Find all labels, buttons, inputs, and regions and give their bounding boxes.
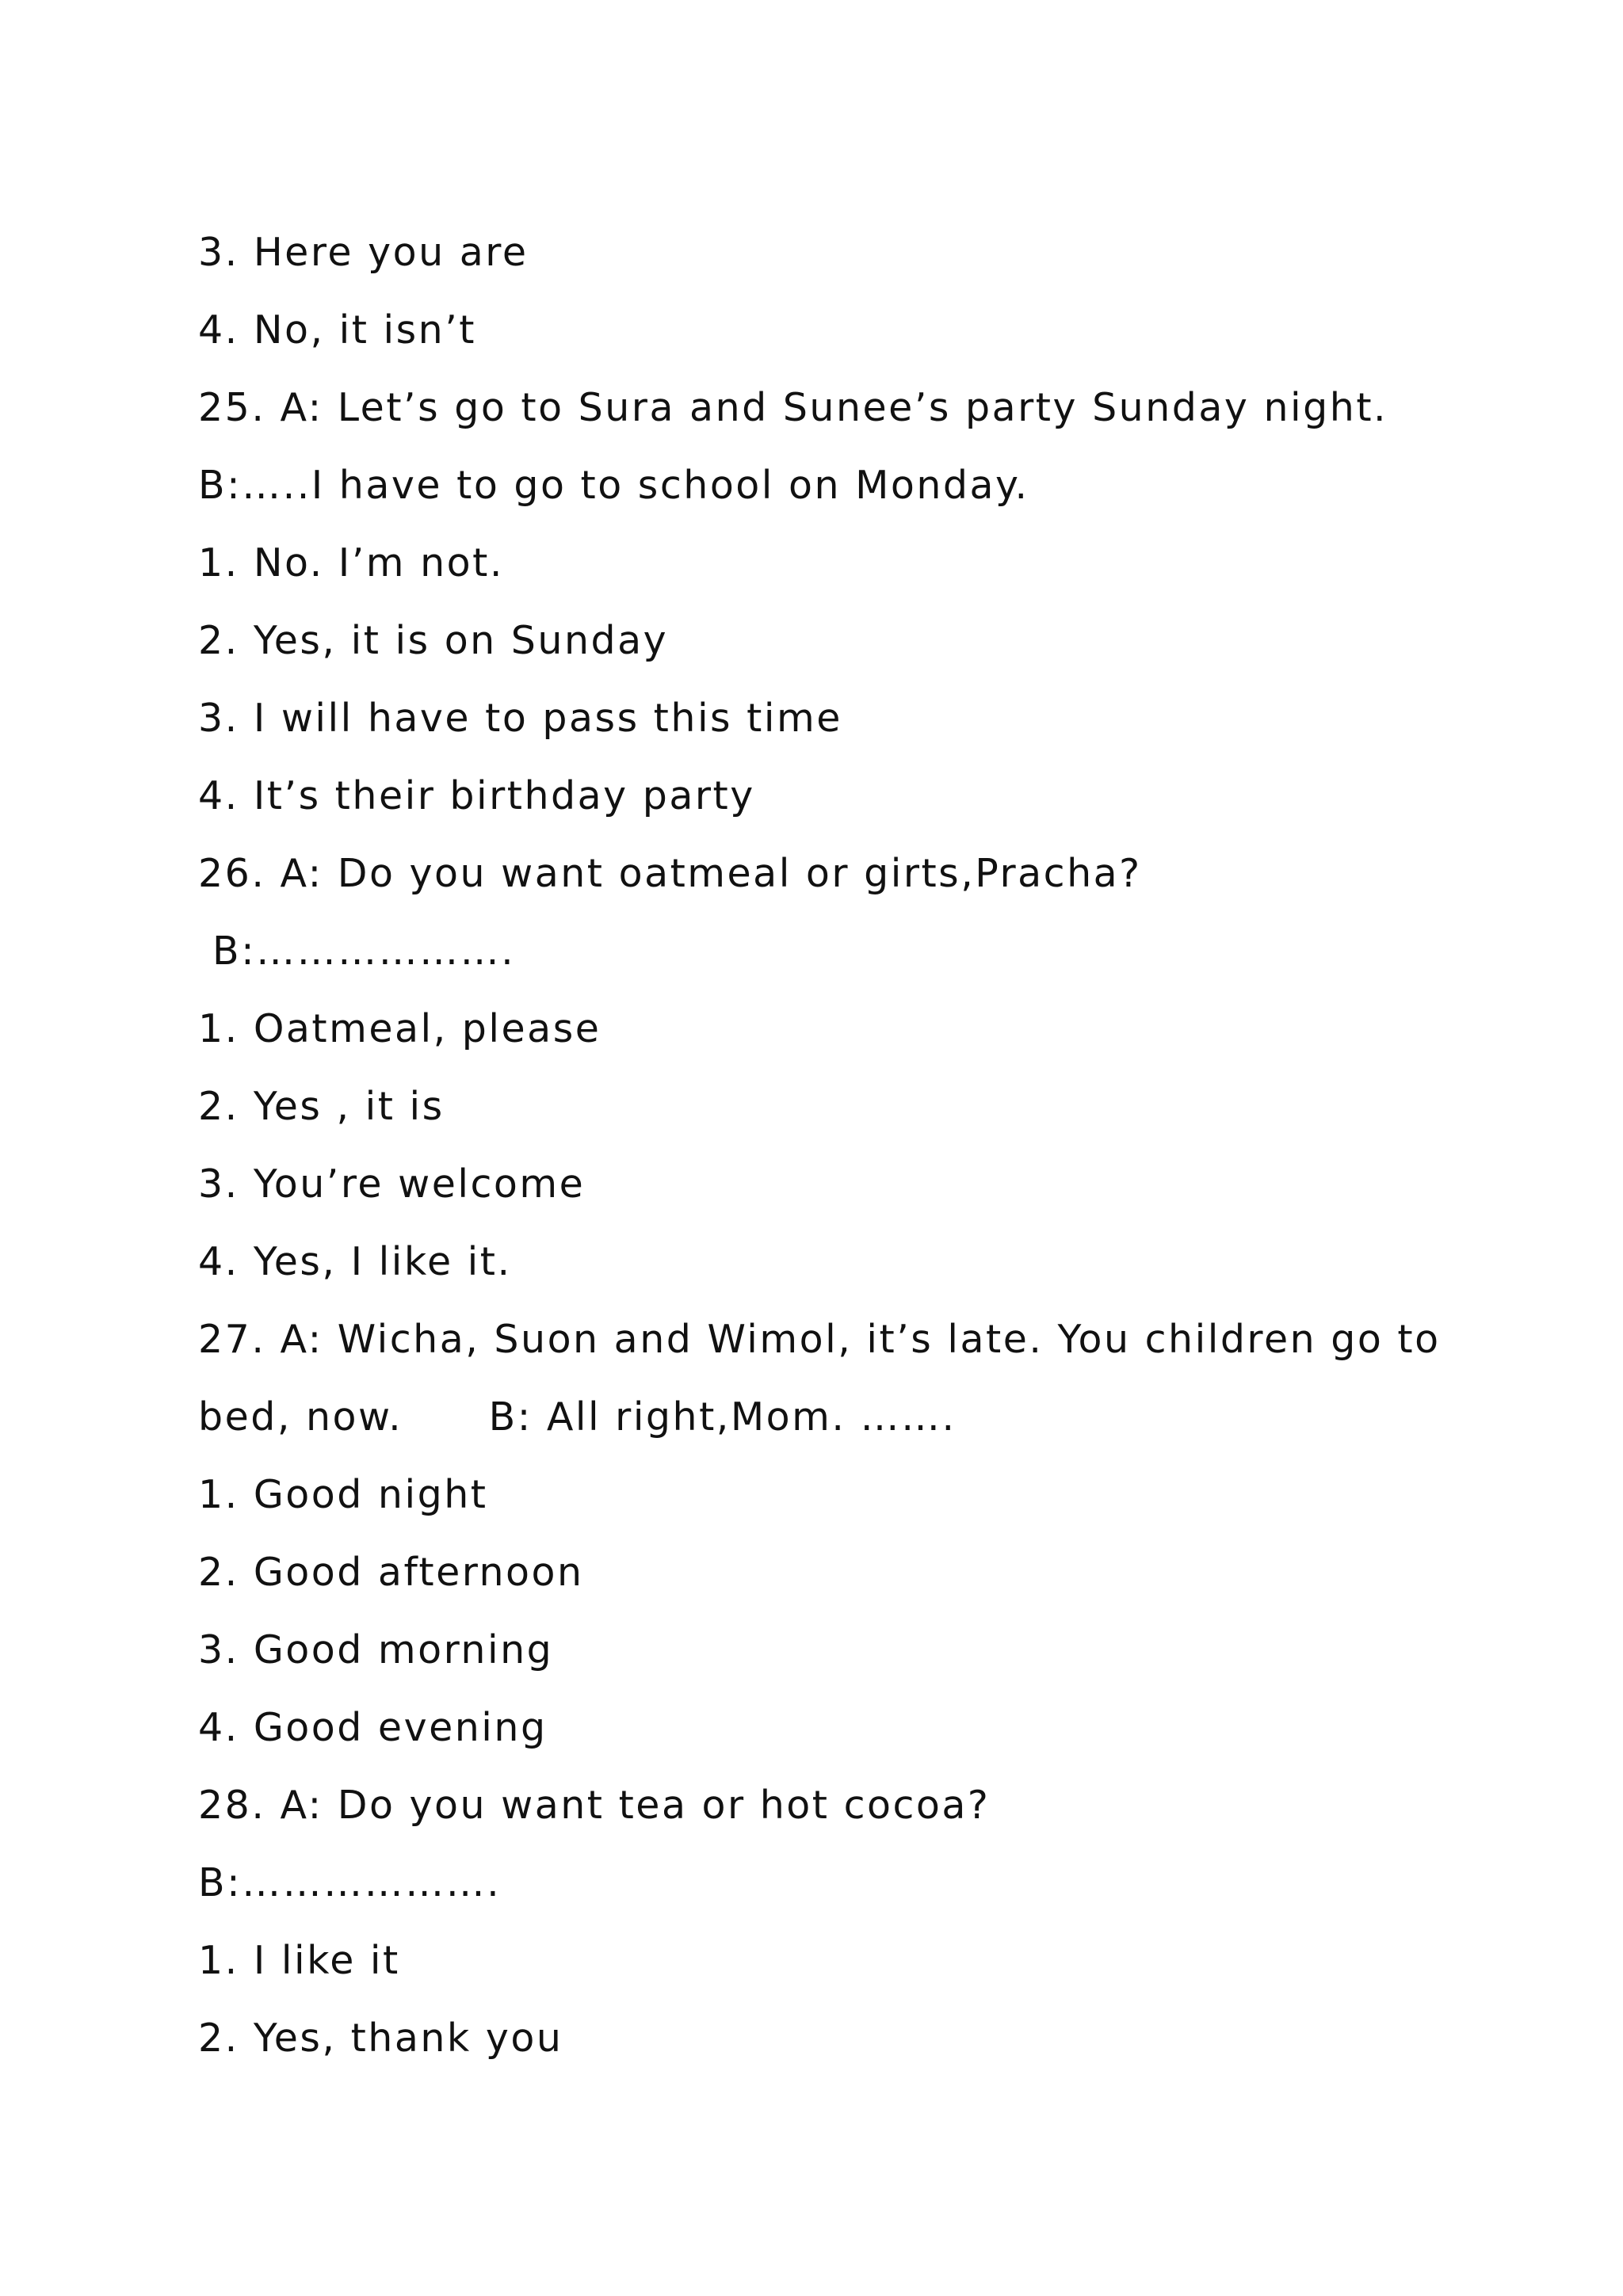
option-line: 4. Good evening: [198, 1705, 548, 1750]
option-line: 2. Yes, it is on Sunday: [198, 618, 669, 663]
option-line: 4. Yes, I like it.: [198, 1239, 512, 1284]
question-text: [198, 214, 1506, 2077]
answer-line: B:……………….: [212, 929, 516, 974]
question-line: 27. A: Wicha, Suon and Wimol, it’s late. You children go to: [198, 1317, 1441, 1362]
option-line: 3. I will have to pass this time: [198, 696, 842, 741]
option-line: 2. Yes, thank you: [198, 2016, 563, 2061]
option-line: 3. Here you are: [198, 230, 529, 275]
option-line: 2. Yes , it is: [198, 1084, 445, 1129]
option-line: 1. No. I’m not.: [198, 540, 504, 585]
question-line: 26. A: Do you want oatmeal or girts,Pracha?: [198, 851, 1142, 896]
option-line: 3. You’re welcome: [198, 1161, 586, 1207]
question-line: 28. A: Do you want tea or hot cocoa?: [198, 1783, 991, 1828]
option-line: 2. Good afternoon: [198, 1550, 584, 1595]
answer-line: B:…..I have to go to school on Monday.: [198, 463, 1029, 508]
question-line: bed, now. B: All right,Mom. …….: [198, 1394, 957, 1440]
option-line: 1. I like it: [198, 1938, 400, 1983]
option-line: 1. Good night: [198, 1472, 488, 1517]
option-line: 4. It’s their birthday party: [198, 773, 755, 818]
option-line: 3. Good morning: [198, 1627, 554, 1672]
option-line: 4. No, it isn’t: [198, 307, 476, 353]
option-line: 1. Oatmeal, please: [198, 1006, 601, 1051]
answer-line: B:……………….: [198, 1860, 502, 1905]
question-line: 25. A: Let’s go to Sura and Sunee’s party Sunday night.: [198, 385, 1388, 430]
